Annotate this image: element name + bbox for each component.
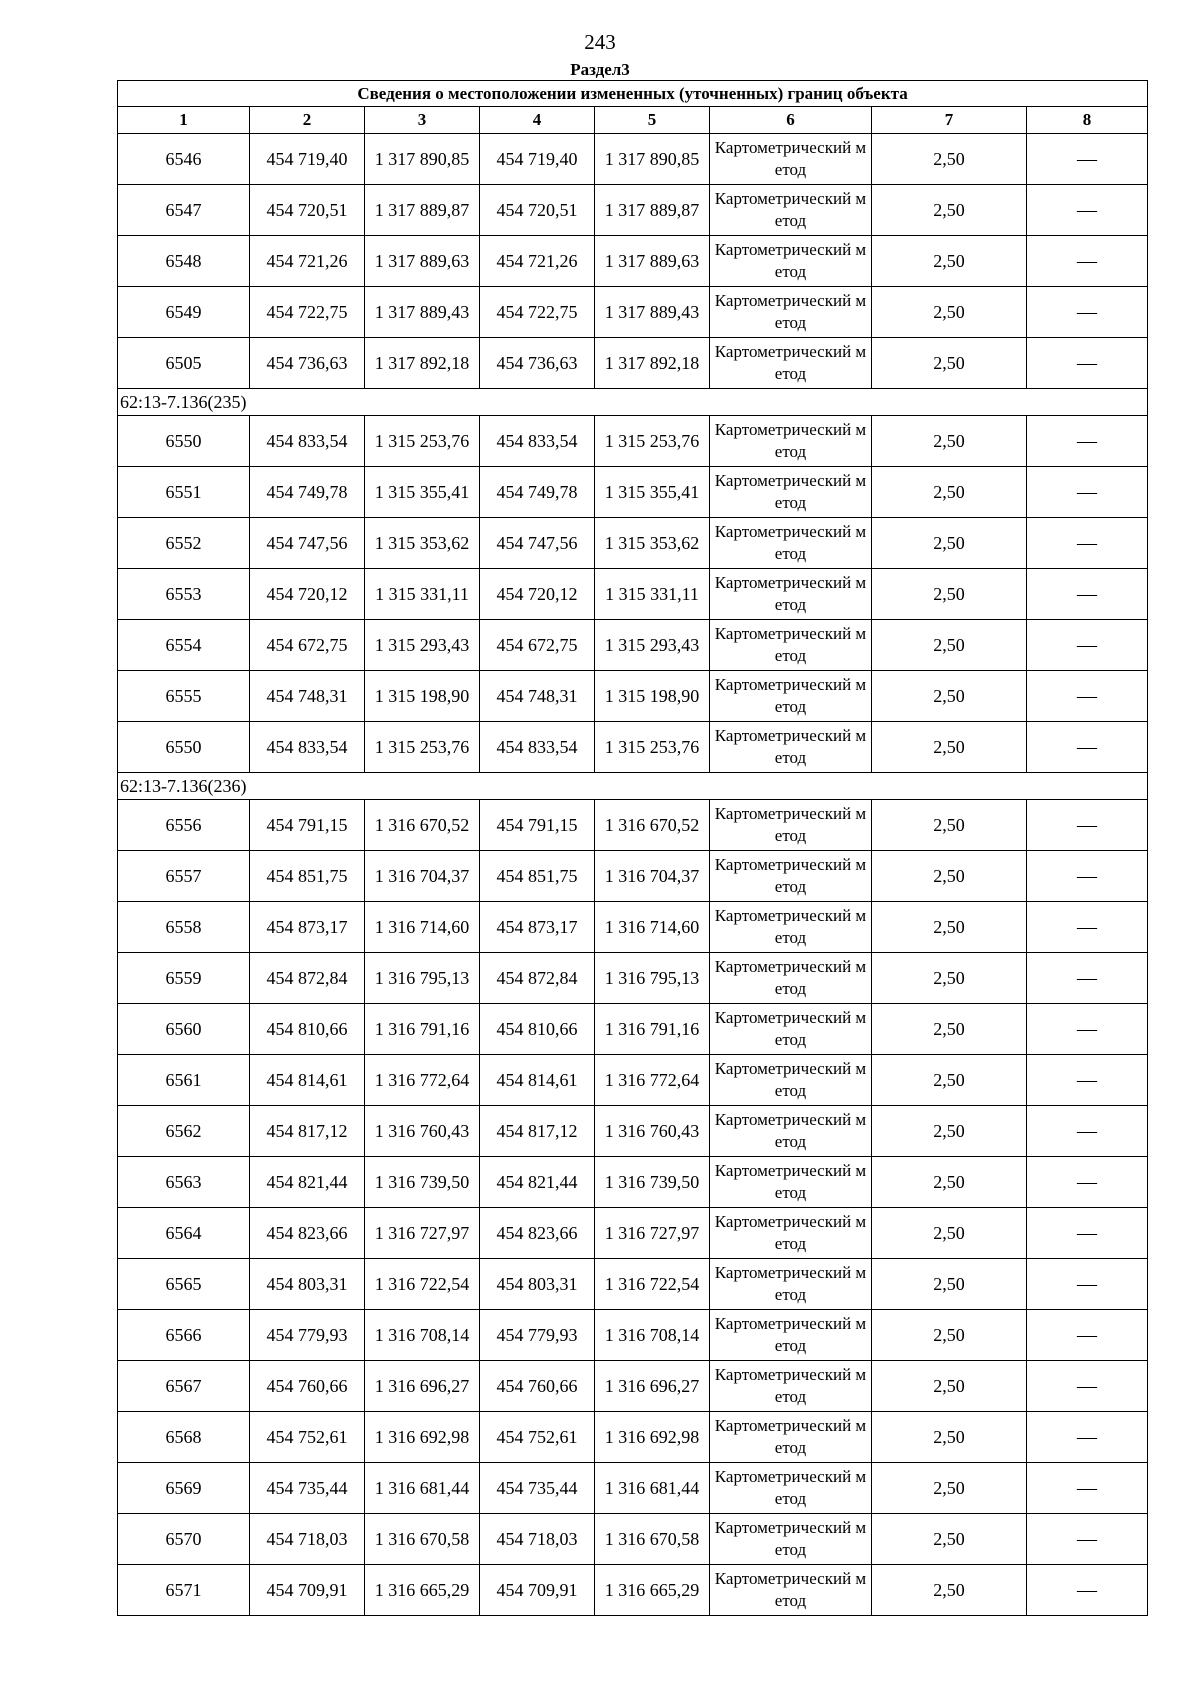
cell-point-number: 6555 (118, 671, 250, 722)
cell-note: — (1027, 1208, 1148, 1259)
method-text: Картометрический метод (714, 726, 867, 767)
method-text: Картометрический метод (714, 1365, 867, 1406)
cell-precision: 2,50 (872, 1157, 1027, 1208)
method-text: Картометрический метод (714, 624, 867, 665)
cell-method (710, 287, 872, 338)
cell-precision: 2,50 (872, 902, 1027, 953)
cell-method (710, 953, 872, 1004)
method-text: Картометрический метод (714, 1263, 867, 1304)
cell-x-coord-old: 454 736,63 (250, 338, 365, 389)
cell-x-coord-new: 454 833,54 (480, 722, 595, 773)
cell-point-number: 6570 (118, 1514, 250, 1565)
cell-y-coord-old: 1 316 670,58 (365, 1514, 480, 1565)
cell-point-number: 6566 (118, 1310, 250, 1361)
table-row (118, 1514, 1148, 1565)
table-row (118, 185, 1148, 236)
cell-note: — (1027, 287, 1148, 338)
method-text: Картометрический метод (714, 342, 867, 383)
cell-y-coord-old: 1 316 670,52 (365, 800, 480, 851)
cell-precision: 2,50 (872, 467, 1027, 518)
cell-y-coord-new: 1 316 692,98 (595, 1412, 710, 1463)
table-row (118, 800, 1148, 851)
cell-y-coord-new: 1 316 722,54 (595, 1259, 710, 1310)
cell-method (710, 1004, 872, 1055)
cell-x-coord-old: 454 722,75 (250, 287, 365, 338)
cell-method (710, 1259, 872, 1310)
cell-y-coord-new: 1 315 355,41 (595, 467, 710, 518)
cell-point-number: 6548 (118, 236, 250, 287)
cell-precision: 2,50 (872, 287, 1027, 338)
cell-point-number: 6565 (118, 1259, 250, 1310)
cell-point-number: 6553 (118, 569, 250, 620)
method-text: Картометрический метод (714, 573, 867, 614)
cell-precision: 2,50 (872, 1463, 1027, 1514)
cell-y-coord-old: 1 316 791,16 (365, 1004, 480, 1055)
cell-x-coord-new: 454 833,54 (480, 416, 595, 467)
cell-y-coord-old: 1 315 353,62 (365, 518, 480, 569)
method-text: Картометрический метод (714, 291, 867, 332)
cell-note: — (1027, 620, 1148, 671)
cell-precision: 2,50 (872, 1055, 1027, 1106)
method-text: Картометрический метод (714, 1467, 867, 1508)
cell-note: — (1027, 236, 1148, 287)
cell-note: — (1027, 338, 1148, 389)
cell-method (710, 134, 872, 185)
cell-x-coord-old: 454 721,26 (250, 236, 365, 287)
cell-x-coord-old: 454 872,84 (250, 953, 365, 1004)
table-row (118, 1208, 1148, 1259)
cell-x-coord-old: 454 720,12 (250, 569, 365, 620)
cell-x-coord-new: 454 851,75 (480, 851, 595, 902)
cell-method (710, 569, 872, 620)
cell-note: — (1027, 1004, 1148, 1055)
cell-x-coord-old: 454 873,17 (250, 902, 365, 953)
group-row (118, 389, 1148, 416)
column-header: 2 (250, 107, 365, 134)
column-header: 4 (480, 107, 595, 134)
cadastral-number: 62:13-7.136(236) (118, 773, 1148, 800)
cell-precision: 2,50 (872, 1565, 1027, 1616)
table-row (118, 953, 1148, 1004)
method-text: Картометрический метод (714, 1161, 867, 1202)
cell-y-coord-new: 1 316 708,14 (595, 1310, 710, 1361)
section-title: Раздел3 (570, 60, 630, 79)
cell-method (710, 800, 872, 851)
cell-x-coord-old: 454 719,40 (250, 134, 365, 185)
cell-x-coord-new: 454 760,66 (480, 1361, 595, 1412)
cell-precision: 2,50 (872, 1310, 1027, 1361)
cell-note: — (1027, 134, 1148, 185)
cell-y-coord-old: 1 315 331,11 (365, 569, 480, 620)
table-row (118, 1310, 1148, 1361)
cell-note: — (1027, 1157, 1148, 1208)
cell-x-coord-new: 454 720,51 (480, 185, 595, 236)
cell-y-coord-old: 1 315 355,41 (365, 467, 480, 518)
cell-x-coord-new: 454 748,31 (480, 671, 595, 722)
method-text: Картометрический метод (714, 804, 867, 845)
cell-x-coord-new: 454 721,26 (480, 236, 595, 287)
cell-method (710, 416, 872, 467)
table-row (118, 467, 1148, 518)
table-row (118, 1055, 1148, 1106)
cell-y-coord-old: 1 316 760,43 (365, 1106, 480, 1157)
cell-y-coord-new: 1 317 889,63 (595, 236, 710, 287)
cell-x-coord-new: 454 718,03 (480, 1514, 595, 1565)
cell-x-coord-new: 454 873,17 (480, 902, 595, 953)
method-text: Картометрический метод (714, 906, 867, 947)
cell-note: — (1027, 851, 1148, 902)
table-row (118, 236, 1148, 287)
table-row (118, 569, 1148, 620)
cell-precision: 2,50 (872, 518, 1027, 569)
cell-precision: 2,50 (872, 1514, 1027, 1565)
table-row (118, 1106, 1148, 1157)
cell-y-coord-new: 1 316 670,58 (595, 1514, 710, 1565)
cell-y-coord-new: 1 315 253,76 (595, 416, 710, 467)
cell-y-coord-old: 1 317 889,63 (365, 236, 480, 287)
cell-precision: 2,50 (872, 671, 1027, 722)
cell-y-coord-old: 1 316 692,98 (365, 1412, 480, 1463)
cell-y-coord-new: 1 316 665,29 (595, 1565, 710, 1616)
cell-y-coord-new: 1 316 670,52 (595, 800, 710, 851)
cell-y-coord-old: 1 315 198,90 (365, 671, 480, 722)
cell-x-coord-old: 454 851,75 (250, 851, 365, 902)
cell-precision: 2,50 (872, 416, 1027, 467)
method-text: Картометрический метод (714, 240, 867, 281)
cell-point-number: 6554 (118, 620, 250, 671)
cell-method (710, 1157, 872, 1208)
method-text: Картометрический метод (714, 855, 867, 896)
cell-method (710, 518, 872, 569)
cell-y-coord-new: 1 316 681,44 (595, 1463, 710, 1514)
cell-precision: 2,50 (872, 185, 1027, 236)
boundary-coordinates-table (117, 80, 1148, 1616)
cell-y-coord-old: 1 316 665,29 (365, 1565, 480, 1616)
table-row (118, 851, 1148, 902)
cell-x-coord-old: 454 814,61 (250, 1055, 365, 1106)
cell-precision: 2,50 (872, 338, 1027, 389)
cell-y-coord-old: 1 315 293,43 (365, 620, 480, 671)
cell-x-coord-new: 454 736,63 (480, 338, 595, 389)
cell-note: — (1027, 902, 1148, 953)
method-text: Картометрический метод (714, 1212, 867, 1253)
method-text: Картометрический метод (714, 189, 867, 230)
column-header: 3 (365, 107, 480, 134)
cell-y-coord-new: 1 316 727,97 (595, 1208, 710, 1259)
cell-x-coord-old: 454 823,66 (250, 1208, 365, 1259)
cell-y-coord-new: 1 316 760,43 (595, 1106, 710, 1157)
cell-x-coord-new: 454 735,44 (480, 1463, 595, 1514)
cell-y-coord-old: 1 316 727,97 (365, 1208, 480, 1259)
cell-note: — (1027, 1565, 1148, 1616)
cell-y-coord-old: 1 317 892,18 (365, 338, 480, 389)
table-row (118, 1565, 1148, 1616)
cell-note: — (1027, 1310, 1148, 1361)
method-text: Картометрический метод (714, 420, 867, 461)
cell-precision: 2,50 (872, 134, 1027, 185)
cell-x-coord-new: 454 722,75 (480, 287, 595, 338)
cell-x-coord-old: 454 810,66 (250, 1004, 365, 1055)
cell-y-coord-new: 1 316 696,27 (595, 1361, 710, 1412)
cell-note: — (1027, 1106, 1148, 1157)
cell-note: — (1027, 1259, 1148, 1310)
cell-precision: 2,50 (872, 953, 1027, 1004)
cell-note: — (1027, 722, 1148, 773)
cell-note: — (1027, 518, 1148, 569)
method-text: Картометрический метод (714, 1110, 867, 1151)
cell-x-coord-old: 454 791,15 (250, 800, 365, 851)
cell-point-number: 6558 (118, 902, 250, 953)
method-text: Картометрический метод (714, 138, 867, 179)
cell-precision: 2,50 (872, 1004, 1027, 1055)
table-body (118, 134, 1148, 1616)
cell-method (710, 1106, 872, 1157)
cell-note: — (1027, 569, 1148, 620)
table-row (118, 1157, 1148, 1208)
cell-method (710, 1565, 872, 1616)
cell-point-number: 6560 (118, 1004, 250, 1055)
cell-y-coord-new: 1 317 889,43 (595, 287, 710, 338)
cell-x-coord-old: 454 718,03 (250, 1514, 365, 1565)
table-row (118, 1004, 1148, 1055)
cell-x-coord-new: 454 749,78 (480, 467, 595, 518)
table-row (118, 287, 1148, 338)
cell-note: — (1027, 1412, 1148, 1463)
cell-precision: 2,50 (872, 236, 1027, 287)
cell-x-coord-new: 454 672,75 (480, 620, 595, 671)
cell-y-coord-old: 1 316 795,13 (365, 953, 480, 1004)
cell-note: — (1027, 1361, 1148, 1412)
table-row (118, 902, 1148, 953)
method-text: Картометрический метод (714, 522, 867, 563)
cell-x-coord-old: 454 672,75 (250, 620, 365, 671)
cell-method (710, 1412, 872, 1463)
table-row (118, 722, 1148, 773)
cell-point-number: 6559 (118, 953, 250, 1004)
cell-point-number: 6546 (118, 134, 250, 185)
cell-note: — (1027, 416, 1148, 467)
cell-y-coord-old: 1 316 739,50 (365, 1157, 480, 1208)
cell-x-coord-new: 454 814,61 (480, 1055, 595, 1106)
cell-point-number: 6549 (118, 287, 250, 338)
cell-y-coord-new: 1 315 331,11 (595, 569, 710, 620)
cell-y-coord-new: 1 315 253,76 (595, 722, 710, 773)
cell-method (710, 236, 872, 287)
table-row (118, 134, 1148, 185)
cell-note: — (1027, 1463, 1148, 1514)
cell-note: — (1027, 185, 1148, 236)
column-header: 1 (118, 107, 250, 134)
cell-point-number: 6557 (118, 851, 250, 902)
cell-method (710, 671, 872, 722)
table-row (118, 671, 1148, 722)
cell-y-coord-old: 1 316 708,14 (365, 1310, 480, 1361)
cell-point-number: 6547 (118, 185, 250, 236)
cell-point-number: 6569 (118, 1463, 250, 1514)
cell-method (710, 1208, 872, 1259)
column-header: 5 (595, 107, 710, 134)
cell-y-coord-new: 1 316 772,64 (595, 1055, 710, 1106)
column-header: 8 (1027, 107, 1148, 134)
table-row (118, 416, 1148, 467)
cell-y-coord-old: 1 316 696,27 (365, 1361, 480, 1412)
cell-x-coord-old: 454 779,93 (250, 1310, 365, 1361)
cell-method (710, 902, 872, 953)
cell-x-coord-new: 454 791,15 (480, 800, 595, 851)
cell-point-number: 6562 (118, 1106, 250, 1157)
cell-precision: 2,50 (872, 1412, 1027, 1463)
cell-precision: 2,50 (872, 1106, 1027, 1157)
cell-method (710, 620, 872, 671)
cell-precision: 2,50 (872, 722, 1027, 773)
cell-point-number: 6550 (118, 416, 250, 467)
cell-x-coord-new: 454 752,61 (480, 1412, 595, 1463)
cell-method (710, 467, 872, 518)
method-text: Картометрический метод (714, 1314, 867, 1355)
cell-point-number: 6552 (118, 518, 250, 569)
method-text: Картометрический метод (714, 957, 867, 998)
cell-x-coord-old: 454 760,66 (250, 1361, 365, 1412)
cell-y-coord-old: 1 317 890,85 (365, 134, 480, 185)
cell-point-number: 6571 (118, 1565, 250, 1616)
cell-precision: 2,50 (872, 1208, 1027, 1259)
method-text: Картометрический метод (714, 1008, 867, 1049)
cell-y-coord-new: 1 317 892,18 (595, 338, 710, 389)
cell-x-coord-new: 454 810,66 (480, 1004, 595, 1055)
cell-x-coord-old: 454 833,54 (250, 722, 365, 773)
cell-y-coord-new: 1 315 198,90 (595, 671, 710, 722)
cell-x-coord-new: 454 709,91 (480, 1565, 595, 1616)
cell-precision: 2,50 (872, 851, 1027, 902)
cell-method (710, 1361, 872, 1412)
cell-x-coord-old: 454 720,51 (250, 185, 365, 236)
cell-y-coord-old: 1 316 722,54 (365, 1259, 480, 1310)
cell-precision: 2,50 (872, 800, 1027, 851)
cell-y-coord-new: 1 316 739,50 (595, 1157, 710, 1208)
cell-precision: 2,50 (872, 1361, 1027, 1412)
cell-x-coord-old: 454 752,61 (250, 1412, 365, 1463)
cell-precision: 2,50 (872, 620, 1027, 671)
method-text: Картометрический метод (714, 1416, 867, 1457)
table-row (118, 518, 1148, 569)
cadastral-number: 62:13-7.136(235) (118, 389, 1148, 416)
cell-note: — (1027, 671, 1148, 722)
cell-precision: 2,50 (872, 1259, 1027, 1310)
cell-y-coord-old: 1 316 681,44 (365, 1463, 480, 1514)
method-text: Картометрический метод (714, 1569, 867, 1610)
cell-x-coord-old: 454 748,31 (250, 671, 365, 722)
table-row (118, 1412, 1148, 1463)
page-number: 243 (584, 30, 616, 54)
cell-x-coord-new: 454 803,31 (480, 1259, 595, 1310)
cell-point-number: 6568 (118, 1412, 250, 1463)
cell-note: — (1027, 1514, 1148, 1565)
table-row (118, 620, 1148, 671)
cell-note: — (1027, 953, 1148, 1004)
cell-x-coord-old: 454 817,12 (250, 1106, 365, 1157)
cell-point-number: 6567 (118, 1361, 250, 1412)
cell-x-coord-new: 454 747,56 (480, 518, 595, 569)
cell-method (710, 722, 872, 773)
cell-precision: 2,50 (872, 569, 1027, 620)
cell-point-number: 6551 (118, 467, 250, 518)
table-caption: Сведения о местоположении измененных (уточненных) границ объекта (118, 81, 1148, 107)
cell-y-coord-new: 1 316 791,16 (595, 1004, 710, 1055)
method-text: Картометрический метод (714, 1518, 867, 1559)
cell-method (710, 1514, 872, 1565)
table-row (118, 1361, 1148, 1412)
cell-y-coord-new: 1 316 795,13 (595, 953, 710, 1004)
cell-y-coord-old: 1 316 704,37 (365, 851, 480, 902)
cell-point-number: 6564 (118, 1208, 250, 1259)
cell-x-coord-new: 454 720,12 (480, 569, 595, 620)
cell-point-number: 6561 (118, 1055, 250, 1106)
cell-method (710, 185, 872, 236)
cell-x-coord-old: 454 749,78 (250, 467, 365, 518)
cell-x-coord-old: 454 833,54 (250, 416, 365, 467)
cell-x-coord-new: 454 872,84 (480, 953, 595, 1004)
cell-x-coord-old: 454 747,56 (250, 518, 365, 569)
cell-x-coord-new: 454 821,44 (480, 1157, 595, 1208)
method-text: Картометрический метод (714, 1059, 867, 1100)
cell-x-coord-old: 454 709,91 (250, 1565, 365, 1616)
cell-x-coord-new: 454 823,66 (480, 1208, 595, 1259)
cell-method (710, 1055, 872, 1106)
table-row (118, 1259, 1148, 1310)
cell-y-coord-new: 1 315 353,62 (595, 518, 710, 569)
cell-point-number: 6556 (118, 800, 250, 851)
table-row (118, 1463, 1148, 1514)
column-header: 6 (710, 107, 872, 134)
cell-method (710, 851, 872, 902)
cell-y-coord-new: 1 317 889,87 (595, 185, 710, 236)
cell-note: — (1027, 1055, 1148, 1106)
cell-x-coord-old: 454 803,31 (250, 1259, 365, 1310)
cell-y-coord-new: 1 316 714,60 (595, 902, 710, 953)
cell-y-coord-old: 1 317 889,43 (365, 287, 480, 338)
group-row (118, 773, 1148, 800)
cell-method (710, 1310, 872, 1361)
cell-y-coord-new: 1 315 293,43 (595, 620, 710, 671)
cell-x-coord-new: 454 719,40 (480, 134, 595, 185)
column-header: 7 (872, 107, 1027, 134)
method-text: Картометрический метод (714, 471, 867, 512)
cell-y-coord-old: 1 315 253,76 (365, 722, 480, 773)
cell-y-coord-new: 1 316 704,37 (595, 851, 710, 902)
cell-y-coord-old: 1 317 889,87 (365, 185, 480, 236)
cell-note: — (1027, 800, 1148, 851)
cell-point-number: 6550 (118, 722, 250, 773)
cell-point-number: 6505 (118, 338, 250, 389)
method-text: Картометрический метод (714, 675, 867, 716)
cell-y-coord-old: 1 315 253,76 (365, 416, 480, 467)
cell-point-number: 6563 (118, 1157, 250, 1208)
cell-y-coord-old: 1 316 714,60 (365, 902, 480, 953)
cell-x-coord-old: 454 735,44 (250, 1463, 365, 1514)
cell-y-coord-old: 1 316 772,64 (365, 1055, 480, 1106)
table-row (118, 338, 1148, 389)
cell-note: — (1027, 467, 1148, 518)
cell-x-coord-new: 454 817,12 (480, 1106, 595, 1157)
cell-method (710, 338, 872, 389)
cell-method (710, 1463, 872, 1514)
cell-y-coord-new: 1 317 890,85 (595, 134, 710, 185)
cell-x-coord-new: 454 779,93 (480, 1310, 595, 1361)
cell-x-coord-old: 454 821,44 (250, 1157, 365, 1208)
